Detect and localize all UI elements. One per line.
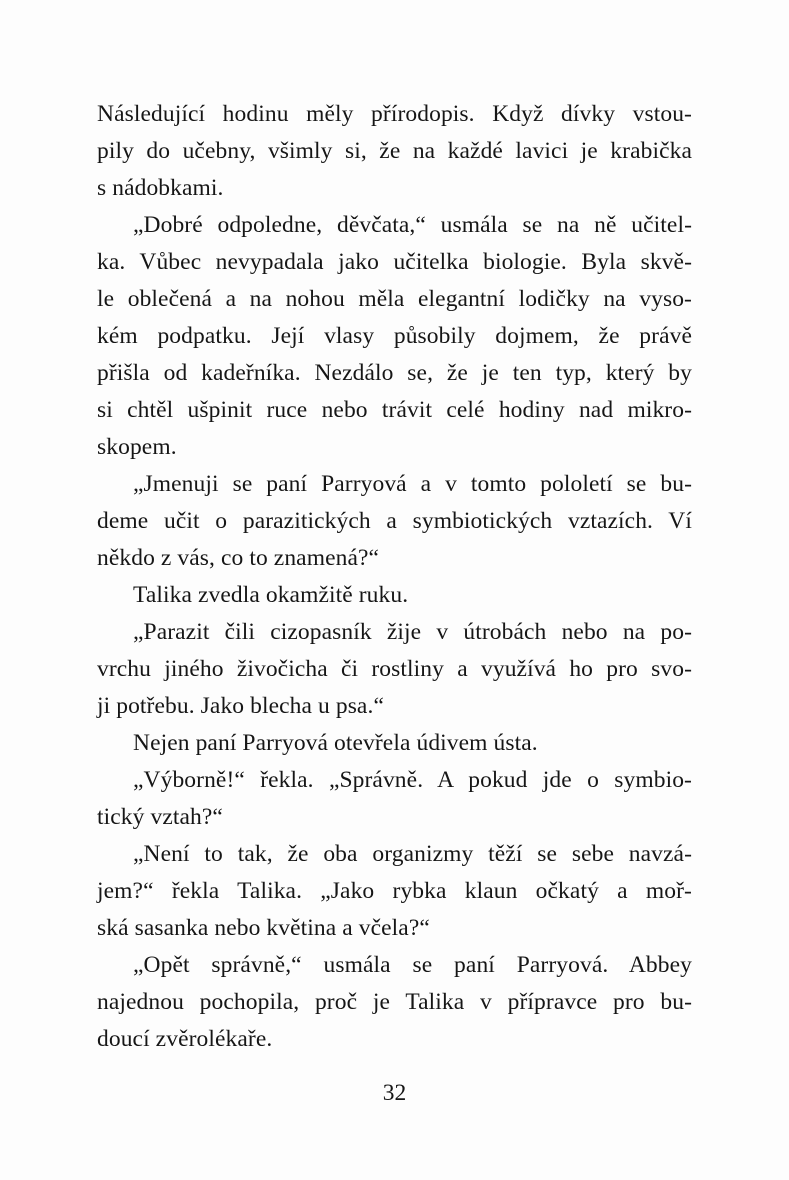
text-line: Nejen paní Parryová otevřela údivem ústa. (133, 730, 538, 756)
text-line: Talika zvedla okamžitě ruku. (133, 582, 409, 608)
text-line: „Opět správně,“ usmála se paní Parryová. Abbey (133, 952, 692, 978)
text-line: najednou pochopila, proč je Talika v přípravce pro bu- (97, 989, 692, 1015)
text-line: ka. Vůbec nevypadala jako učitelka biologie. Byla skvě- (97, 249, 692, 275)
text-line: Následující hodinu měly přírodopis. Když dívky vstou- (97, 101, 692, 127)
text-block (97, 96, 692, 1058)
text-line: s nádobkami. (97, 175, 224, 201)
text-line: „Není to tak, že oba organizmy těží se sebe navzá- (133, 841, 692, 867)
text-line: tický vztah?“ (97, 804, 223, 830)
text-line: doucí zvěrolékaře. (97, 1026, 273, 1052)
page-number: 32 (382, 1080, 407, 1106)
text-line: kém podpatku. Její vlasy působily dojmem, že právě (97, 323, 692, 349)
text-line: pily do učebny, všimly si, že na každé lavici je krabička (97, 138, 692, 164)
text-line: přišla od kadeřníka. Nezdálo se, že je ten typ, který by (97, 360, 692, 386)
text-line: skopem. (97, 434, 177, 460)
text-line: někdo z vás, co to znamená?“ (97, 545, 380, 571)
text-line: vrchu jiného živočicha či rostliny a využívá ho pro svo- (97, 656, 692, 682)
text-line: „Dobré odpoledne, děvčata,“ usmála se na ně učitel- (133, 212, 692, 238)
text-line: si chtěl ušpinit ruce nebo trávit celé hodiny nad mikro- (97, 397, 692, 423)
text-line: le oblečená a na nohou měla elegantní lodičky na vyso- (97, 286, 692, 312)
text-line: „Jmenuji se paní Parryová a v tomto pololetí se bu- (133, 471, 692, 497)
text-line: ská sasanka nebo květina a včela?“ (97, 915, 430, 941)
text-line: „Parazit čili cizopasník žije v útrobách nebo na po- (133, 619, 692, 645)
text-line: ji potřebu. Jako blecha u psa.“ (97, 693, 384, 719)
text-line: deme učit o parazitických a symbiotických vztazích. Ví (97, 508, 692, 534)
text-line: „Výborně!“ řekla. „Správně. A pokud jde o symbio- (133, 767, 692, 793)
text-line: jem?“ řekla Talika. „Jako rybka klaun očkatý a moř- (97, 878, 692, 904)
